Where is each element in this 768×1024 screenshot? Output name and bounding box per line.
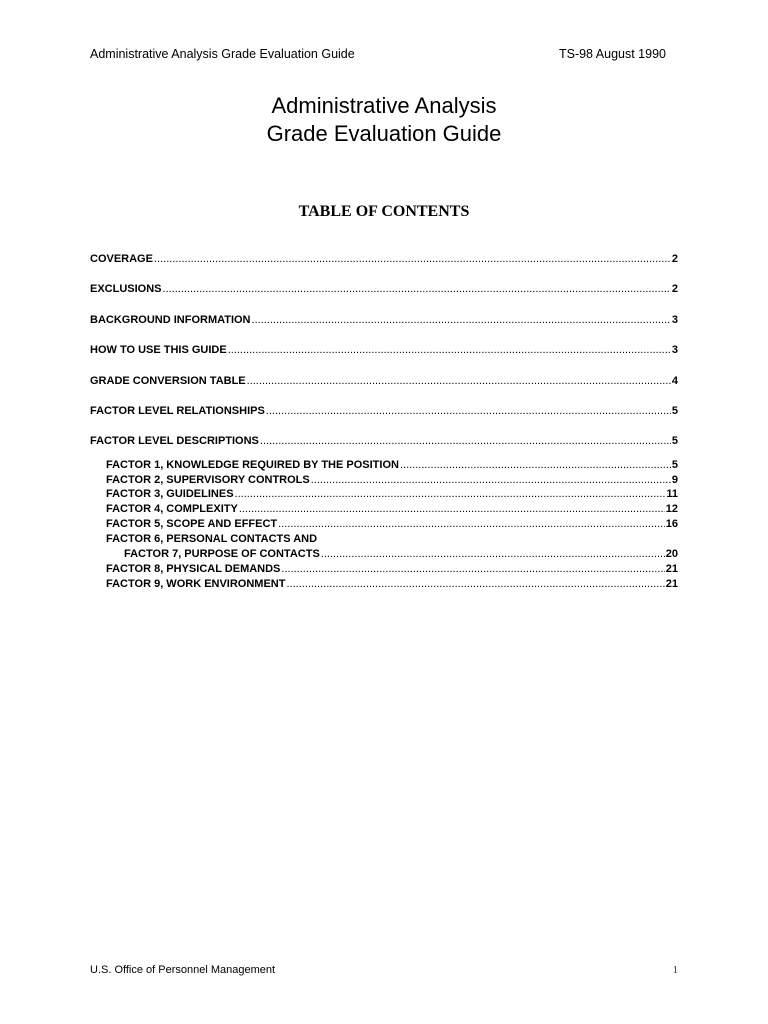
toc-entry-page: 9 [671, 474, 678, 486]
toc-heading: TABLE OF CONTENTS [298, 203, 470, 220]
toc-leader-dots [260, 434, 671, 448]
toc-leader-dots [400, 458, 671, 472]
toc-entry-factor-7[interactable] [124, 547, 678, 561]
toc-entry-factor-1[interactable] [106, 458, 678, 472]
toc-entry-label: FACTOR 7, PURPOSE OF CONTACTS [124, 548, 320, 560]
toc-entry-label: HOW TO USE THIS GUIDE [90, 344, 227, 356]
toc-entry-page: 4 [671, 375, 678, 387]
title-line-1: Administrative Analysis [271, 93, 497, 118]
toc-entry-coverage[interactable] [90, 252, 678, 266]
toc-entry-page: 3 [671, 344, 678, 356]
page-number: 1 [672, 964, 678, 976]
toc-leader-dots [278, 517, 665, 531]
toc-entry-label: GRADE CONVERSION TABLE [90, 375, 246, 387]
toc-leader-dots [247, 374, 671, 388]
header-doc-id: TS-98 August 1990 [558, 47, 666, 61]
toc-entry-label: FACTOR LEVEL RELATIONSHIPS [90, 405, 265, 417]
toc-leader-dots [154, 252, 671, 266]
document-title [0, 92, 768, 148]
toc-entry-how-to-use[interactable] [90, 343, 678, 357]
toc-entry-factor-4[interactable] [106, 502, 678, 516]
toc-entry-factor-9[interactable] [106, 577, 678, 591]
toc-entry-label: COVERAGE [90, 253, 153, 265]
title-line-2: Grade Evaluation Guide [266, 121, 502, 146]
toc-entry-label: EXCLUSIONS [90, 283, 162, 295]
running-header [90, 45, 670, 63]
toc-leader-dots [321, 547, 665, 561]
toc-entry-label: BACKGROUND INFORMATION [90, 314, 251, 326]
toc-leader-dots [163, 282, 671, 296]
toc-entry-factor-3[interactable] [106, 487, 678, 501]
toc-entry-page: 20 [665, 548, 678, 560]
toc-entry-label: FACTOR 3, GUIDELINES [106, 488, 234, 500]
toc-entry-background-information[interactable] [90, 313, 678, 327]
toc-entry-label: FACTOR LEVEL DESCRIPTIONS [90, 435, 259, 447]
toc-entry-label: FACTOR 4, COMPLEXITY [106, 503, 238, 515]
toc-leader-dots [235, 487, 666, 501]
toc-entry-page: 16 [665, 518, 678, 530]
footer-organization: U.S. Office of Personnel Management [90, 964, 276, 976]
toc-entry-label: FACTOR 9, WORK ENVIRONMENT [106, 578, 286, 590]
toc-entry-label: FACTOR 6, PERSONAL CONTACTS AND [106, 533, 318, 545]
toc-leader-dots [239, 502, 665, 516]
toc-entry-factor-8[interactable] [106, 562, 678, 576]
toc-entry-page: 3 [671, 314, 678, 326]
toc-entry-factor-level-relationships[interactable] [90, 404, 678, 418]
toc-leader-dots [281, 562, 664, 576]
toc-leader-dots [286, 577, 664, 591]
toc-entry-label: FACTOR 1, KNOWLEDGE REQUIRED BY THE POSITION [106, 459, 399, 471]
toc-entry-factor-level-descriptions[interactable] [90, 434, 678, 448]
toc-entry-page: 5 [671, 435, 678, 447]
toc-entry-page: 2 [671, 253, 678, 265]
toc-entry-exclusions[interactable] [90, 282, 678, 296]
toc-entry-factor-2[interactable] [106, 473, 678, 487]
toc-entry-grade-conversion-table[interactable] [90, 374, 678, 388]
toc-entry-label: FACTOR 2, SUPERVISORY CONTROLS [106, 474, 310, 486]
toc-entry-factor-5[interactable] [106, 517, 678, 531]
toc-entry-factor-6[interactable] [106, 532, 678, 546]
toc-entry-page: 5 [671, 459, 678, 471]
toc-entry-label: FACTOR 5, SCOPE AND EFFECT [106, 518, 278, 530]
toc-entry-page: 12 [665, 503, 678, 515]
toc-entry-page: 21 [665, 563, 678, 575]
header-title: Administrative Analysis Grade Evaluation Guide [90, 47, 355, 61]
toc-leader-dots [252, 313, 671, 327]
toc-entry-label: FACTOR 8, PHYSICAL DEMANDS [106, 563, 281, 575]
page-footer [90, 962, 678, 978]
toc-entry-page: 21 [665, 578, 678, 590]
toc-entry-page: 2 [671, 283, 678, 295]
toc-leader-dots [228, 343, 671, 357]
toc-leader-dots [311, 473, 671, 487]
toc-entry-page: 11 [666, 488, 678, 500]
toc-entry-page: 5 [671, 405, 678, 417]
toc-leader-dots [266, 404, 671, 418]
